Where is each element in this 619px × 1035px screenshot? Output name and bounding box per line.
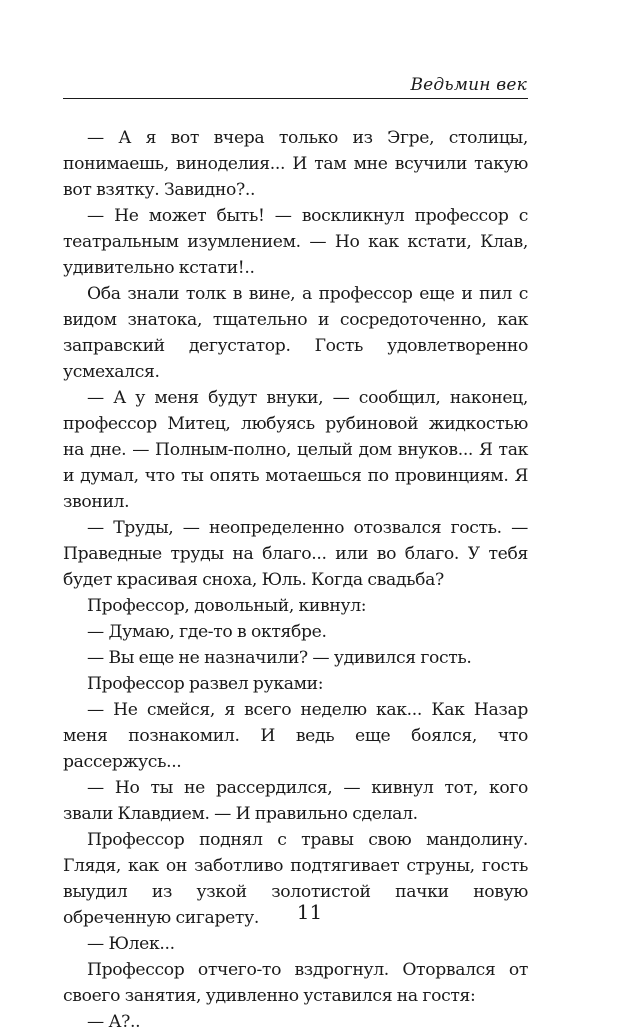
header-rule <box>63 98 528 99</box>
paragraph: — А?.. <box>87 1012 141 1032</box>
paragraph: — Труды, — неопределенно отозвался гость. — Праведные труды на благо... или во благо. У тебя будет красивая сноха, Юль. Когда свадьба? <box>63 518 528 590</box>
running-title: Ведьмин век <box>410 75 527 95</box>
page-number: 11 <box>296 900 323 924</box>
paragraph: Оба знали толк в вине, а профессор еще и пил с видом знатока, тщательно и сосредоточенно, как заправский дегустатор. Гость удовлетворенно усмехался. <box>63 284 528 382</box>
body-text <box>63 125 528 1035</box>
paragraph: — Юлек... <box>87 934 175 954</box>
paragraph: Профессор поднял с травы свою мандолину. Глядя, как он заботливо подтягивает струны, гость выудил из узкой золотистой пачки новую обреченную сигарету. <box>63 830 528 928</box>
paragraph: — Но ты не рассердился, — кивнул тот, кого звали Клавдием. — И правильно сделал. <box>63 778 528 824</box>
paragraph: — Вы еще не назначили? — удивился гость. <box>87 648 472 668</box>
paragraph: — Думаю, где-то в октябре. <box>87 622 327 642</box>
paragraph: — А у меня будут внуки, — сообщил, наконец, профессор Митец, любуясь рубиновой жидкостью на дне. — Полным-полно, целый дом внуков... Я так и думал, что ты опять мотаешься по провинциям. Я звонил. <box>63 388 528 512</box>
paragraph: — Не может быть! — воскликнул профессор с театральным изумлением. — Но как кстати, Клав, удивительно кстати!.. <box>63 206 528 278</box>
paragraph: — Не смейся, я всего неделю как... Как Назар меня познакомил. И ведь еще боялся, что рассержусь... <box>63 700 528 772</box>
paragraph: Профессор развел руками: <box>87 674 324 694</box>
paragraph: Профессор отчего-то вздрогнул. Оторвался от своего занятия, удивленно уставился на гостя: <box>63 960 528 1006</box>
paragraph: — А я вот вчера только из Эгре, столицы, понимаешь, виноделия... И там мне всучили такую вот взятку. Завидно?.. <box>63 128 528 200</box>
paragraph: Профессор, довольный, кивнул: <box>87 596 367 616</box>
